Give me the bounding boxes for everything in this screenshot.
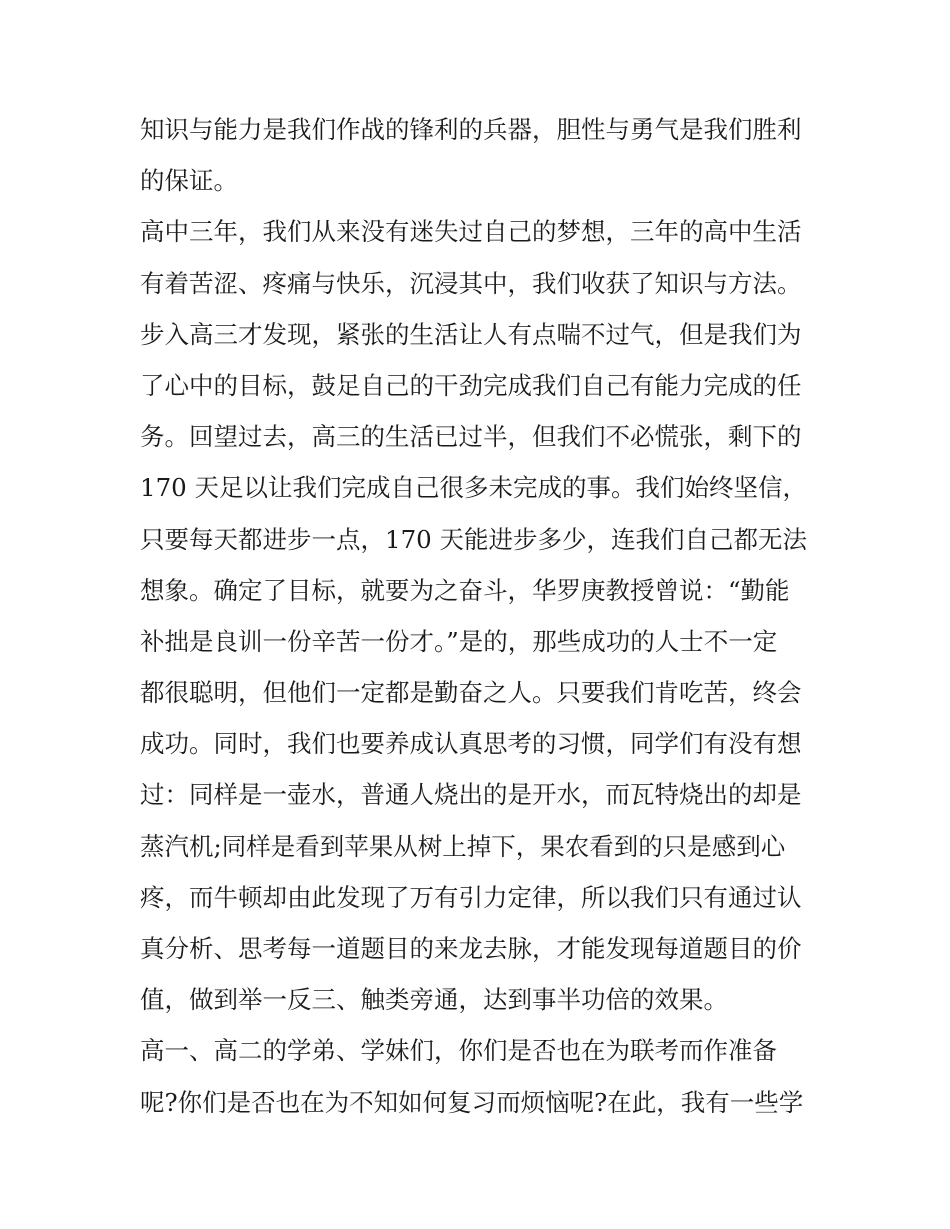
text-line: 想象。确定了目标，就要为之奋斗，华罗庚教授曾说：“勤能	[140, 575, 790, 605]
text-line: 呢?你们是否也在为不知如何复习而烦恼呢?在此，我有一些学	[140, 1087, 804, 1117]
text-line: 真分析、思考每一道题目的来龙去脉，才能发现每道题目的价	[140, 934, 802, 963]
text-line: 蒸汽机;同样是看到苹果从树上掉下，果农看到的只是感到心	[140, 831, 786, 861]
text-line: 了心中的目标，鼓足自己的干劲完成我们自己有能力完成的任	[140, 370, 802, 400]
text-line: 170 天足以让我们完成自己很多未完成的事。我们始终坚信，	[140, 473, 808, 503]
text-line: 值，做到举一反三、触类旁通，达到事半功倍的效果。	[140, 985, 728, 1015]
body-text	[140, 104, 820, 1128]
text-line: 高中三年，我们从来没有迷失过自己的梦想，三年的高中生活	[140, 217, 802, 247]
text-line: 务。回望过去，高三的生活已过半，但我们不必慌张，剩下的	[140, 422, 802, 452]
text-line: 都很聪明，但他们一定都是勤奋之人。只要我们肯吃苦，终会	[140, 678, 802, 708]
text-line: 疼，而牛顿却由此发现了万有引力定律，所以我们只有通过认	[140, 882, 802, 912]
paragraph-3	[140, 1025, 820, 1127]
text-line: 有着苦涩、疼痛与快乐，沉浸其中，我们收获了知识与方法。	[140, 268, 802, 298]
text-line: 只要每天都进步一点，170 天能进步多少，连我们自己都无法	[140, 524, 808, 554]
text-line: 知识与能力是我们作战的锋利的兵器，胆性与勇气是我们胜利	[140, 115, 802, 144]
paragraph-1	[140, 104, 820, 206]
text-line: 高一、高二的学弟、学妹们，你们是否也在为联考而作准备	[140, 1036, 777, 1066]
text-line: 步入高三才发现，紧张的生活让人有点喘不过气，但是我们为	[140, 319, 802, 349]
text-line: 成功。同时，我们也要养成认真思考的习惯，同学们有没有想	[140, 729, 802, 759]
paragraph-2	[140, 206, 820, 1025]
text-line: 过：同样是一壶水，普通人烧出的是开水，而瓦特烧出的却是	[140, 780, 802, 810]
text-line: 补拙是良训一份辛苦一份才。”是的，那些成功的人士不一定	[140, 626, 778, 656]
text-line: 的保证。	[140, 166, 238, 196]
